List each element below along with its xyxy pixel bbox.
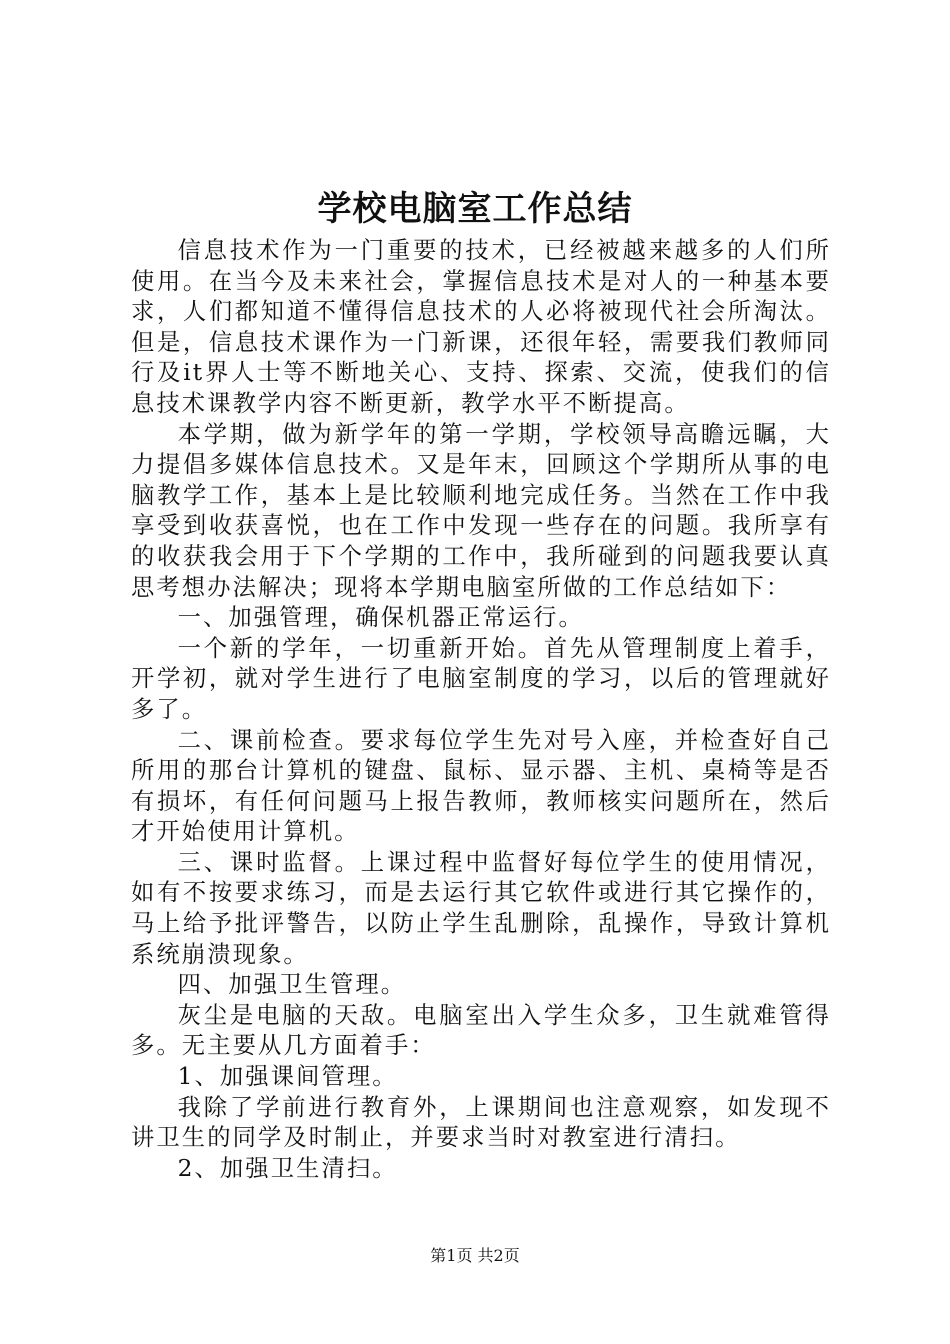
paragraph-semester-overview: 本学期，做为新学年的第一学期，学校领导高瞻远瞩，大力提倡多媒体信息技术。又是年末，回顾这个学期所从事的电脑教学工作，基本上是比较顺利地完成任务。当然在工作中我享受到收获喜悦，也在工作中发现一些存在的问题。我所享有的收获我会用于下个学期的工作中，我所碰到的问题我要认真思考想办法解决；现将本学期电脑室所做的工作总结如下： <box>131 420 831 601</box>
document-title: 学校电脑室工作总结 <box>317 189 633 229</box>
subheading-break-management: 1、加强课间管理。 <box>177 1063 398 1091</box>
paragraph-intro: 信息技术作为一门重要的技术，已经被越来越多的人们所使用。在当今及未来社会，掌握信息技术是对人的一种基本要求，人们都知道不懂得信息技术的人必将被现代社会所淘汰。但是，信息技术课作为一门新课，还很年轻，需要我们教师同行及it界人士等不断地关心、支持、探索、交流，使我们的信息技术课教学内容不断更新，教学水平不断提高。 <box>131 237 831 417</box>
paragraph-management: 一个新的学年，一切重新开始。首先从管理制度上着手，开学初，就对学生进行了电脑室制度的学习，以后的管理就好多了。 <box>131 634 831 723</box>
document-body <box>131 236 831 1184</box>
paragraph-pre-class-check: 二、课前检查。要求每位学生先对号入座，并检查好自己所用的那台计算机的键盘、鼠标、显示器、主机、桌椅等是否有损坏，有任何问题马上报告教师，教师核实问题所在，然后才开始使用计算机。 <box>131 726 831 846</box>
section-heading-hygiene: 四、加强卫生管理。 <box>177 971 407 999</box>
section-heading-management: 一、加强管理，确保机器正常运行。 <box>177 604 584 632</box>
page-indicator: 第1页 共2页 <box>430 1246 520 1265</box>
paragraph-break-management: 我除了学前进行教育外，上课期间也注意观察，如发现不讲卫生的同学及时制止，并要求当时对教室进行清扫。 <box>131 1093 831 1152</box>
paragraph-class-supervision: 三、课时监督。上课过程中监督好每位学生的使用情况，如有不按要求练习，而是去运行其它软件或进行其它操作的，马上给予批评警告，以防止学生乱删除，乱操作，导致计算机系统崩溃现象。 <box>131 848 831 968</box>
paragraph-dust: 灰尘是电脑的天敌。电脑室出入学生众多，卫生就难管得多。无主要从几方面着手： <box>131 1001 831 1060</box>
subheading-cleaning: 2、加强卫生清扫。 <box>177 1154 398 1182</box>
